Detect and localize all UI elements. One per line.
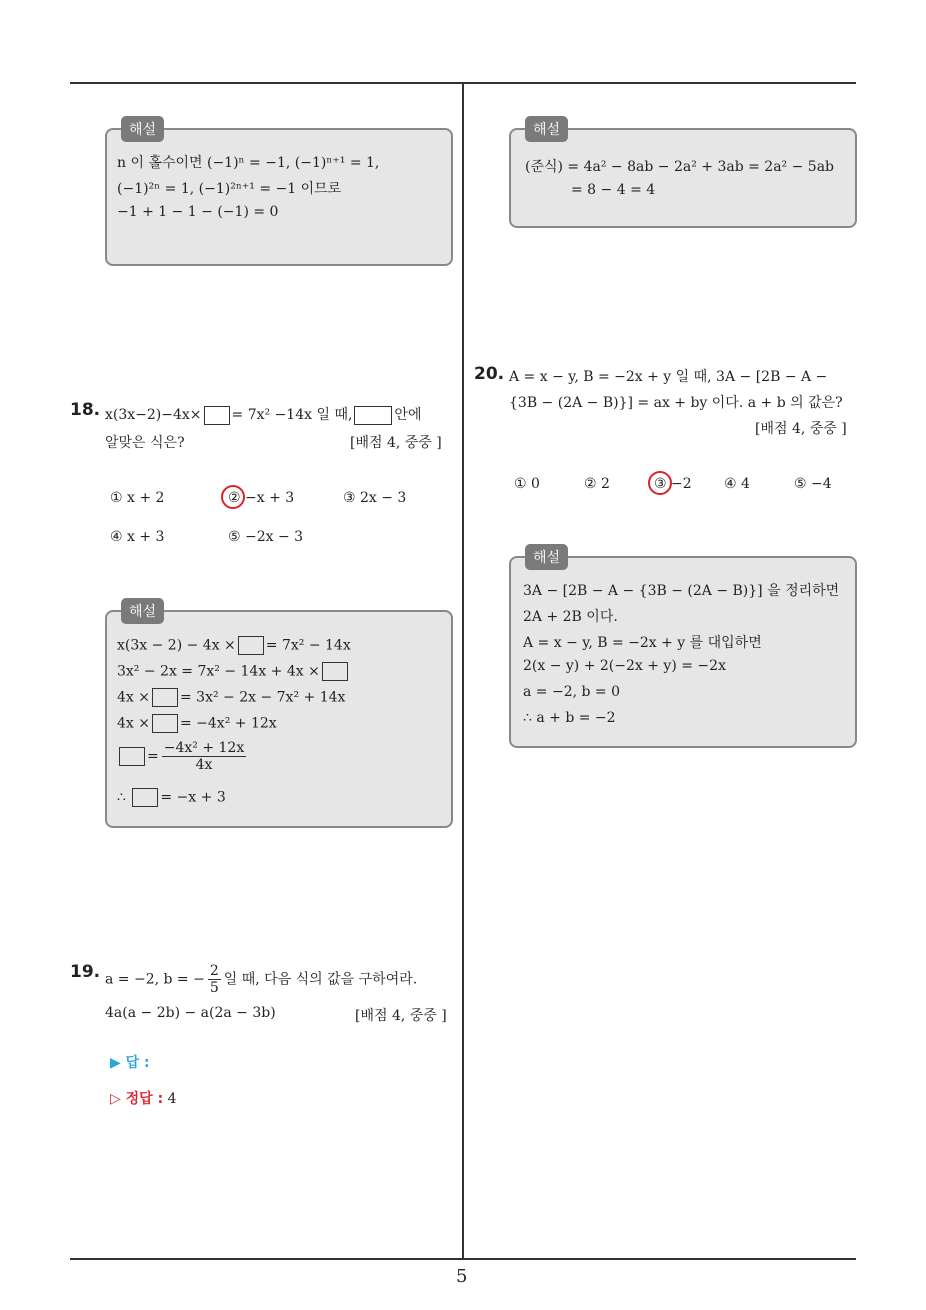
solution-line: n 이 홀수이면 (−1)ⁿ = −1, (−1)ⁿ⁺¹ = 1,: [117, 155, 380, 171]
fraction-denominator: 5: [209, 980, 219, 996]
answer-input-label[interactable]: [110, 1052, 150, 1072]
solution-line: −1 + 1 − 1 − (−1) = 0: [117, 204, 279, 220]
q18-option-1[interactable]: ① x + 2: [110, 490, 165, 506]
question-18-line1: [105, 404, 421, 425]
solution-box-19: [509, 122, 857, 228]
fraction-numerator: 2: [209, 963, 219, 979]
q18-option-3[interactable]: ③ 2x − 3: [343, 490, 407, 506]
solution-line: A = x − y, B = −2x + y 를 대입하면: [523, 635, 762, 651]
fraction-denominator: 4x: [195, 757, 213, 773]
blank-box: [152, 688, 178, 707]
solution-line: [117, 788, 226, 807]
selected-answer-circle: [221, 485, 245, 509]
question-18-meta: [배점 4, 중중 ]: [350, 435, 442, 451]
solution-tag: 해설: [525, 116, 568, 142]
q18-text-a: x(3x−2)−4x×: [105, 407, 202, 423]
blank-box: [119, 747, 145, 766]
solution-line: [117, 688, 345, 707]
q18-text-c: 안에: [394, 407, 422, 423]
sol-text: 3x² − 2x = 7x² − 14x + 4x ×: [117, 663, 320, 680]
solution-line: 2A + 2B 이다.: [523, 609, 618, 625]
q20-option-2[interactable]: ② 2: [584, 476, 610, 492]
blank-box: [322, 662, 348, 681]
page-number: 5: [456, 1266, 468, 1287]
sol-text: =: [147, 748, 159, 765]
q20-option-5[interactable]: ⑤ −4: [794, 476, 832, 492]
answer-label: ▶ 답 :: [110, 1055, 150, 1071]
correct-answer: [110, 1088, 177, 1108]
blank-box: [354, 406, 392, 425]
q20-option-3[interactable]: ③ −2: [654, 476, 692, 492]
q19-text-a: a = −2, b = −: [105, 971, 205, 988]
question-20-line2: {3B − (2A − B)}] = ax + by 이다. a + b 의 값은?: [509, 395, 843, 411]
selected-answer-circle: [648, 471, 672, 495]
question-19-meta: [배점 4, 중중 ]: [355, 1008, 447, 1024]
solution-line: [117, 740, 249, 773]
q18-option-5[interactable]: ⑤ −2x − 3: [228, 529, 304, 545]
solution-box-17: [105, 122, 453, 266]
blank-box: [152, 714, 178, 733]
q20-option-4[interactable]: ④ 4: [724, 476, 750, 492]
column-divider: [462, 84, 464, 1259]
solution-line: (−1)²ⁿ = 1, (−1)²ⁿ⁺¹ = −1 이므로: [117, 181, 342, 197]
blank-box: [132, 788, 158, 807]
q18-option-2[interactable]: ② −x + 3: [228, 490, 295, 506]
solution-line: ∴ a + b = −2: [523, 710, 616, 726]
q18-option-4[interactable]: ④ x + 3: [110, 529, 165, 545]
solution-line: [117, 662, 350, 681]
solution-line: = 8 − 4 = 4: [571, 182, 656, 198]
blank-box: [238, 636, 264, 655]
sol-text: = 3x² − 2x − 7x² + 14x: [179, 689, 346, 706]
question-19-line1: [105, 963, 417, 996]
fraction: [162, 740, 247, 773]
question-number-20: 20.: [474, 364, 505, 384]
solution-box-18: [105, 604, 453, 828]
q18-text-b: = 7x² −14x 일 때,: [231, 407, 353, 423]
solution-line: [117, 714, 277, 733]
solution-tag: 해설: [121, 598, 164, 624]
solution-tag: 해설: [525, 544, 568, 570]
solution-line: a = −2, b = 0: [523, 684, 621, 700]
sol-text: = −x + 3: [160, 789, 226, 806]
sol-text: 4x ×: [117, 689, 150, 706]
solution-line: (준식) = 4a² − 8ab − 2a² + 3ab = 2a² − 5ab: [525, 159, 835, 175]
fraction-numerator: −4x² + 12x: [163, 740, 245, 756]
sol-text: x(3x − 2) − 4x ×: [117, 637, 236, 654]
correct-value: 4: [167, 1091, 177, 1107]
question-20-meta: [배점 4, 중중 ]: [755, 421, 847, 437]
solution-line: 3A − [2B − A − {3B − (2A − B)}] 을 정리하면: [523, 583, 840, 599]
question-20-line1: A = x − y, B = −2x + y 일 때, 3A − [2B − A −: [509, 369, 828, 385]
solution-line: 2(x − y) + 2(−2x + y) = −2x: [523, 658, 726, 674]
q19-text-b: 일 때, 다음 식의 값을 구하여라.: [223, 971, 418, 988]
bottom-rule: [70, 1258, 856, 1260]
solution-box-20: [509, 550, 857, 748]
correct-label: ▷ 정답 :: [110, 1091, 164, 1107]
question-19-expression: 4a(a − 2b) − a(2a − 3b): [105, 1005, 276, 1021]
sol-text: = 7x² − 14x: [265, 637, 351, 654]
question-number-18: 18.: [70, 400, 101, 420]
sol-text: 4x ×: [117, 715, 150, 732]
blank-box: [204, 406, 230, 425]
solution-tag: 해설: [121, 116, 164, 142]
question-18-line2: 알맞은 식은?: [105, 435, 185, 451]
solution-line: [117, 636, 351, 655]
sol-text: = −4x² + 12x: [179, 715, 277, 732]
q20-option-1[interactable]: ① 0: [514, 476, 540, 492]
question-number-19: 19.: [70, 962, 101, 982]
fraction: [208, 963, 221, 996]
therefore-symbol: ∴: [117, 789, 126, 806]
